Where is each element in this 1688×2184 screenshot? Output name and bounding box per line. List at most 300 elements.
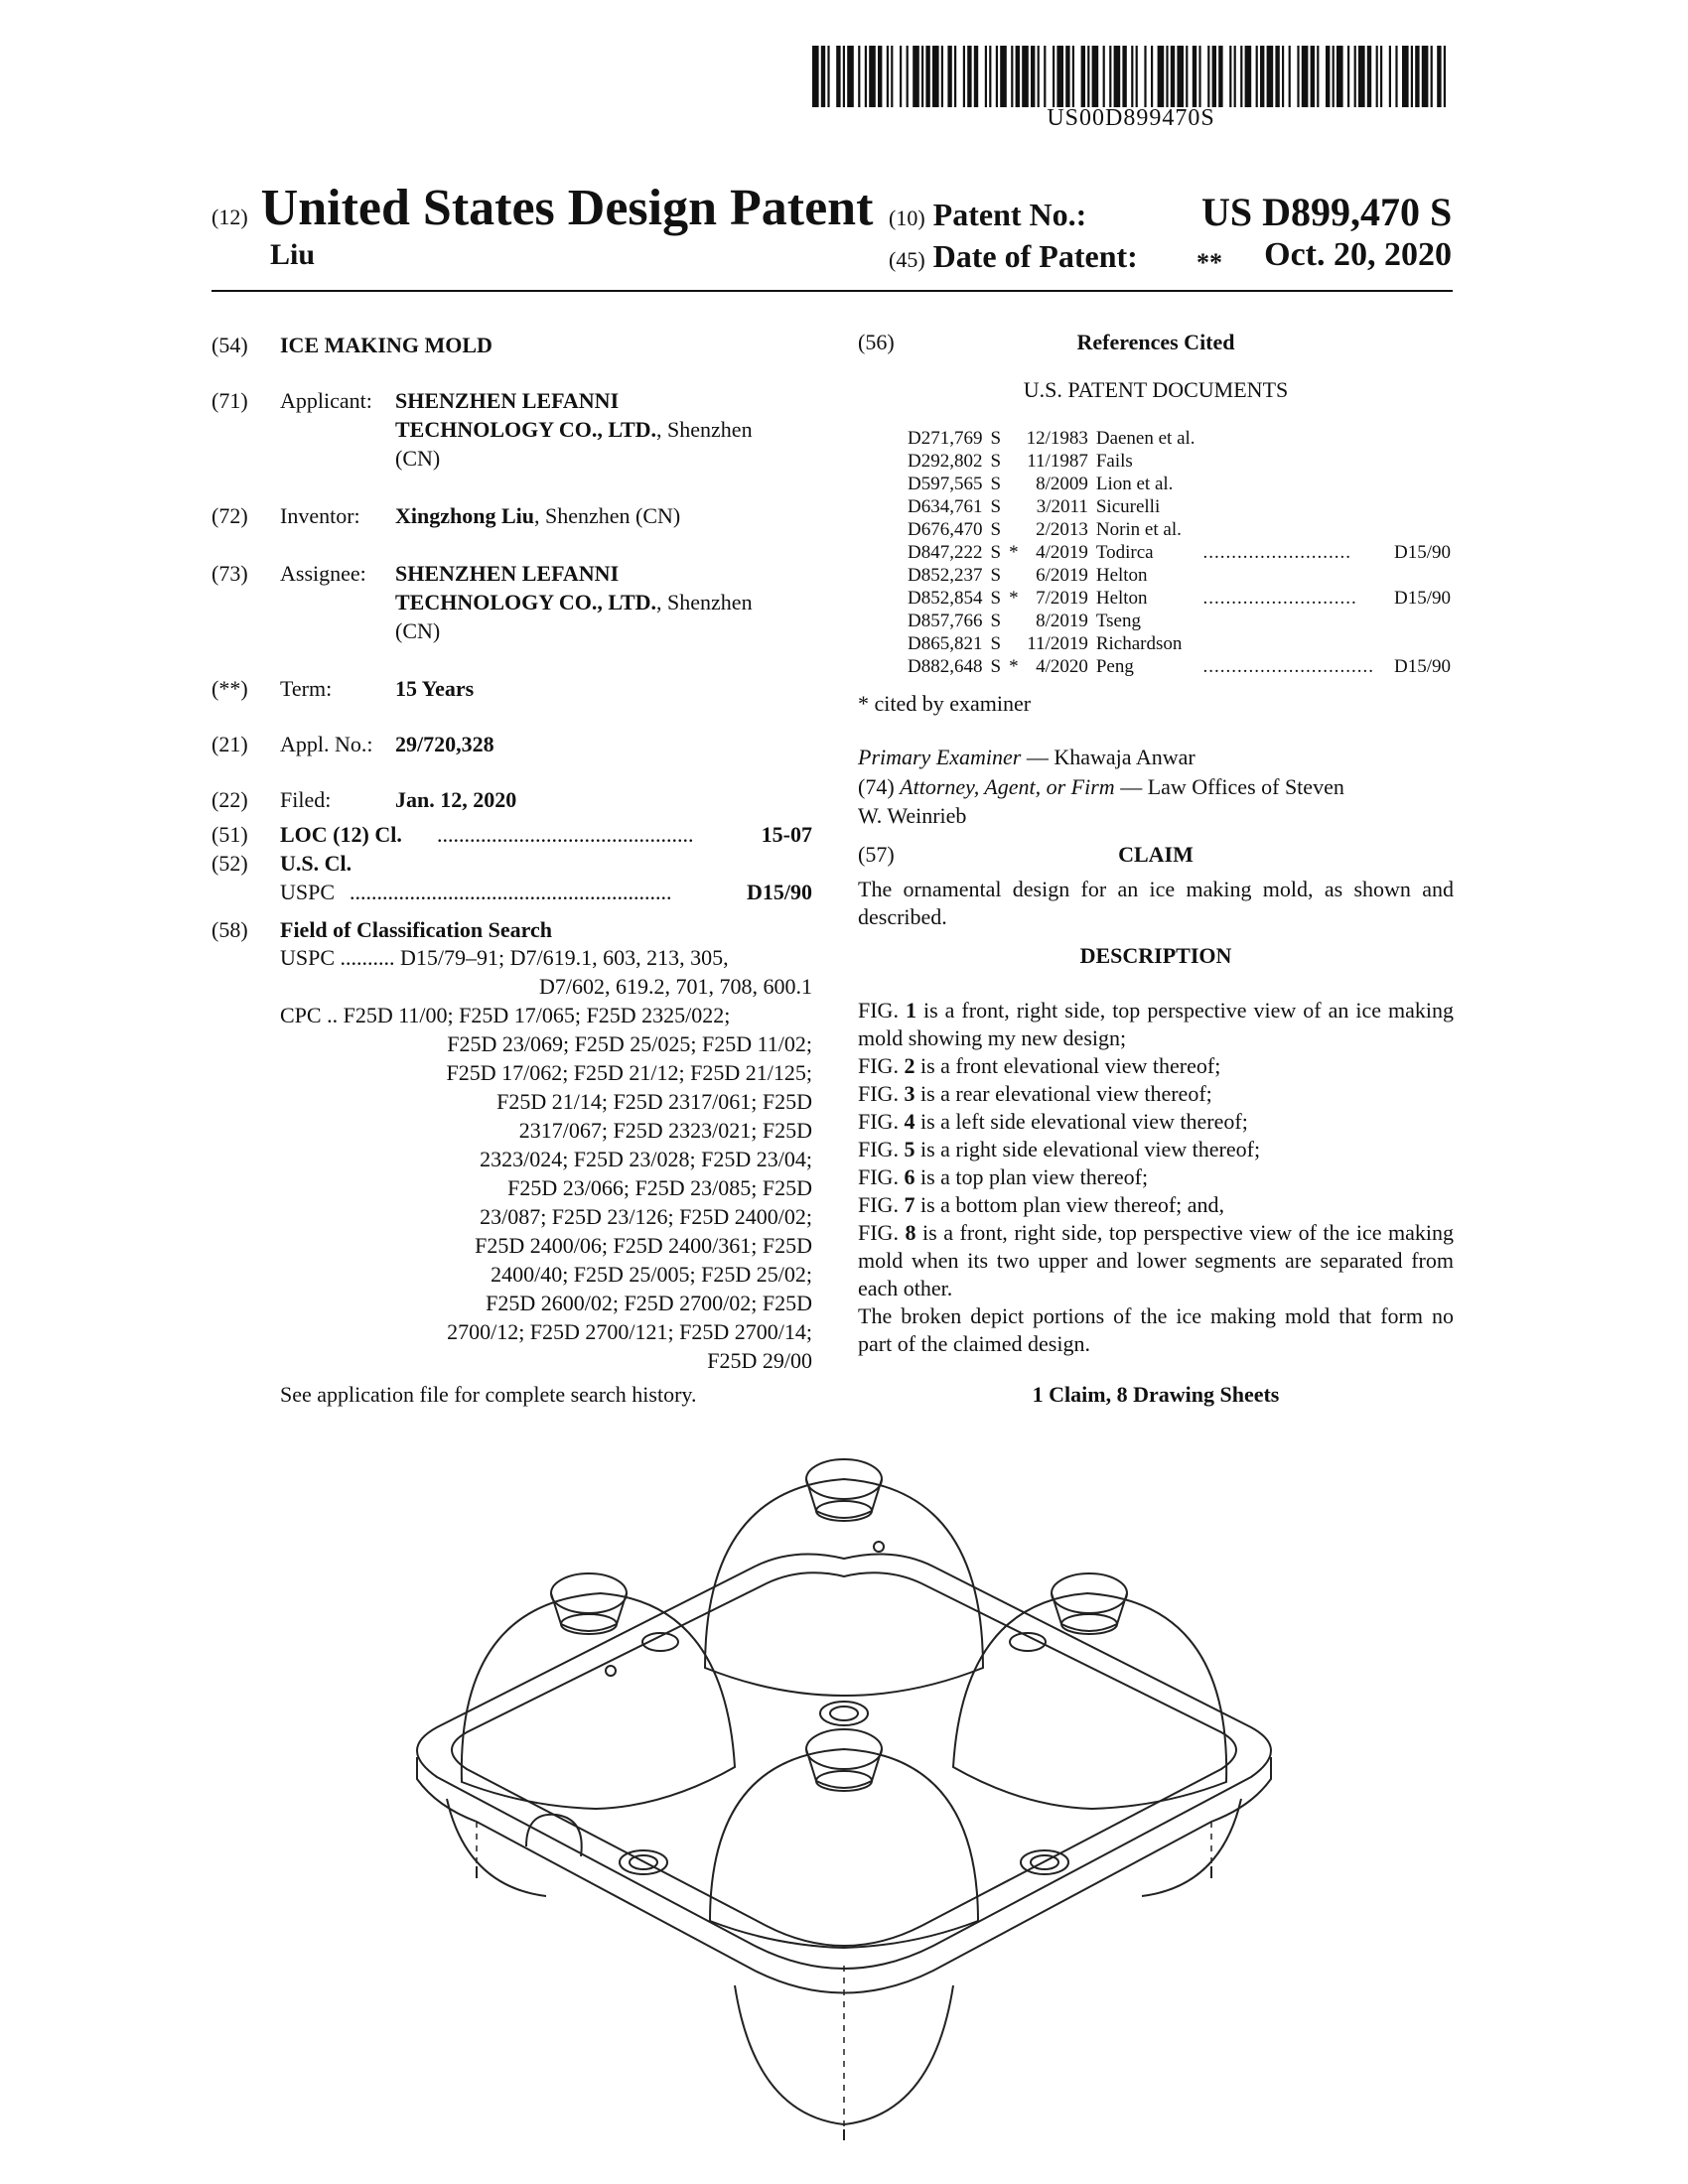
reference-row (904, 450, 1455, 473)
barcode-bar (1109, 46, 1111, 107)
fig-number: 1 (905, 998, 916, 1023)
ref-date: 11/2019 (1027, 633, 1088, 654)
barcode-bar (1376, 46, 1378, 107)
barcode-bar (843, 46, 845, 107)
barcode-bar (1103, 46, 1105, 107)
ref-dots (1199, 518, 1390, 541)
dome-back (705, 1479, 983, 1696)
barcode-bar (1422, 46, 1429, 107)
barcode-bar (1380, 46, 1382, 107)
us-cl-label: U.S. Cl. (280, 851, 352, 876)
barcode-bar (913, 46, 919, 107)
code-21: (21) (211, 732, 248, 756)
barcode-bar (954, 46, 956, 107)
barcode-bar (1038, 46, 1040, 107)
ref-class (1390, 632, 1455, 655)
applicant-city: , Shenzhen (656, 417, 753, 442)
patent-number-label-row (889, 197, 1086, 233)
reference-row (904, 564, 1455, 587)
attorney-name-2: W. Weinrieb (858, 803, 967, 828)
inventor-value (395, 501, 680, 530)
ref-kind: S (990, 451, 1002, 472)
barcode-bar (878, 46, 882, 107)
ref-star (1005, 450, 1023, 473)
ref-class (1390, 610, 1455, 632)
barcode-bar (1354, 46, 1356, 107)
code-45: (45) (889, 247, 925, 272)
ref-name: Helton (1095, 565, 1148, 586)
fig-prefix: FIG. (858, 1164, 905, 1189)
barcode-bar (1245, 46, 1252, 107)
field-search-line: 23/087; F25D 23/126; F25D 2400/02; (480, 1204, 812, 1229)
ref-name: Todirca (1095, 542, 1154, 563)
ref-date: 3/2011 (1036, 496, 1088, 517)
description-list (858, 997, 1460, 1358)
ref-kind: S (990, 656, 1002, 677)
ref-number: D271,769 (908, 428, 983, 449)
barcode-bar (1444, 46, 1446, 107)
ref-date: 8/2009 (1036, 474, 1088, 494)
code-51: (51) (211, 822, 248, 847)
barcode-bar (891, 46, 893, 107)
barcode-bar (907, 46, 909, 107)
barcode-bar (1081, 46, 1085, 107)
barcode-number: US00D899470S (1047, 105, 1215, 131)
field-search-line: F25D 2600/02; F25D 2700/02; F25D (486, 1291, 812, 1315)
field-search-line: 2317/067; F25D 2323/021; F25D (518, 1118, 812, 1143)
field-search-line: 2323/024; F25D 23/028; F25D 23/04; (480, 1147, 812, 1171)
fig-number: 6 (904, 1164, 915, 1189)
field-search-line: F25D 23/066; F25D 23/085; F25D (507, 1175, 812, 1200)
description-item (858, 1219, 1460, 1302)
header-rule (211, 290, 1453, 292)
fig-prefix: FIG. (858, 1109, 905, 1134)
barcode-bar (865, 46, 867, 107)
barcode-bar (1389, 46, 1391, 107)
barcode-bar (1186, 46, 1188, 107)
ref-kind: S (990, 611, 1002, 631)
barcode-bar (1297, 46, 1299, 107)
barcode-bar (1256, 46, 1258, 107)
ref-name: Norin et al. (1095, 519, 1182, 540)
ice-mold-drawing (377, 1430, 1311, 2144)
examiner-label: Primary Examiner (858, 745, 1022, 769)
ref-name: Peng (1095, 656, 1134, 677)
barcode-bar (1415, 46, 1419, 107)
loc-label: LOC (12) Cl. (280, 822, 402, 847)
ref-kind: S (990, 496, 1002, 517)
code-22: (22) (211, 787, 248, 812)
field-search-line: CPC .. F25D 11/00; F25D 17/065; F25D 2325/022; (280, 1003, 731, 1027)
reference-row (904, 473, 1455, 495)
barcode-bar (1395, 46, 1397, 107)
barcode-bar (1207, 46, 1209, 107)
cited-note: * cited by examiner (858, 691, 1032, 716)
description-item (858, 1136, 1454, 1163)
ref-star (1005, 564, 1023, 587)
applicant-name-1: SHENZHEN LEFANNI (395, 388, 620, 413)
ref-date: 7/2019 (1036, 588, 1088, 609)
ref-class (1390, 518, 1455, 541)
ref-kind: S (990, 428, 1002, 449)
barcode-bar (985, 46, 987, 107)
barcode-bar (1367, 46, 1371, 107)
barcode-bar (821, 46, 825, 107)
barcode-bar (989, 46, 991, 107)
barcode-bar (1151, 46, 1153, 107)
ref-name: Fails (1095, 451, 1133, 472)
ref-kind: S (990, 542, 1002, 563)
fig-prefix: FIG. (858, 1081, 905, 1106)
filed-label: Filed: (280, 787, 332, 812)
claim-text: The ornamental design for an ice making mold, as shown and described. (858, 877, 1454, 929)
barcode-bar (1044, 46, 1046, 107)
barcode-bar (869, 46, 876, 107)
field-search-line: F25D 2400/06; F25D 2400/361; F25D (475, 1233, 812, 1258)
code-term: (**) (211, 676, 248, 701)
reference-row (904, 427, 1455, 450)
ref-kind: S (990, 519, 1002, 540)
barcode-bar (1065, 46, 1069, 107)
invention-title: ICE MAKING MOLD (280, 333, 492, 357)
ref-star (1005, 495, 1023, 518)
ref-number: D634,761 (908, 496, 983, 517)
inventor-label: Inventor: (280, 503, 360, 528)
code-57: (57) (858, 842, 895, 867)
fig-text: is a front elevational view thereof; (914, 1053, 1221, 1078)
barcode-bar (900, 46, 902, 107)
title-text: United States Design Patent (260, 180, 874, 236)
barcode-bar (1411, 46, 1413, 107)
description-item (858, 1052, 1454, 1080)
fig-number: 2 (904, 1053, 915, 1078)
barcode-bar (1326, 46, 1330, 107)
applicant-country: (CN) (395, 446, 441, 471)
field-search-line: F25D 23/069; F25D 25/025; F25D 11/02; (447, 1031, 812, 1056)
ref-number: D852,854 (908, 588, 983, 609)
ref-class: D15/90 (1394, 656, 1451, 677)
code-56: (56) (858, 330, 895, 354)
fig-prefix: FIG. (858, 1192, 905, 1217)
loc-dots: ............................................... (437, 822, 694, 847)
reference-row (904, 495, 1455, 518)
dome-right (953, 1593, 1226, 1809)
examiner-name: — Khawaja Anwar (1026, 745, 1196, 769)
header-inventor: Liu (270, 238, 316, 271)
barcode-bar (887, 46, 889, 107)
barcode-bar (1193, 46, 1196, 107)
applicant-label: Applicant: (280, 388, 372, 413)
assignee-name-1: SHENZHEN LEFANNI (395, 561, 620, 586)
barcode-bar (1431, 46, 1433, 107)
description-item (858, 1191, 1454, 1219)
barcode-bar (1333, 46, 1335, 107)
fig-number: 7 (904, 1192, 915, 1217)
fig-prefix: FIG. (858, 1220, 906, 1245)
barcode-bar (812, 46, 819, 107)
barcode-bar (1234, 46, 1236, 107)
description-item (858, 997, 1460, 1052)
fig-number: 5 (904, 1137, 915, 1161)
uspc-dots: ........................................................... (350, 880, 672, 904)
ref-dots (1199, 473, 1390, 495)
barcode-bar (1267, 46, 1274, 107)
patent-date: Oct. 20, 2020 (1264, 236, 1452, 273)
barcode-bar (996, 46, 998, 107)
broken-lines-note: The broken depict portions of the ice making mold that form no part of the claimed design. (858, 1303, 1454, 1356)
barcode-bar (1358, 46, 1365, 107)
ref-dots: ........................... (1202, 588, 1357, 609)
filed-value: Jan. 12, 2020 (395, 787, 517, 812)
reference-row (904, 587, 1455, 610)
ref-dots: .......................... (1202, 542, 1352, 563)
field-search-label: Field of Classification Search (280, 917, 552, 942)
code-54: (54) (211, 333, 248, 357)
code-12: (12) (211, 205, 248, 229)
fig-text: is a top plan view thereof; (914, 1164, 1149, 1189)
ref-date: 12/1983 (1026, 428, 1088, 449)
ref-kind: S (990, 633, 1002, 654)
date-marker: ** (1196, 248, 1222, 277)
field-search-line: F25D 21/14; F25D 2317/061; F25D (496, 1089, 812, 1114)
ref-dots (1199, 450, 1390, 473)
reference-row (904, 518, 1455, 541)
fig-text: is a front, right side, top perspective view of an ice making mold showing my new design; (858, 998, 1460, 1050)
code-58: (58) (211, 917, 248, 942)
fig-prefix: FIG. (858, 998, 906, 1023)
ref-name: Richardson (1095, 633, 1183, 654)
description-item (858, 1108, 1454, 1136)
fig-number: 8 (905, 1220, 916, 1245)
ref-number: D857,766 (908, 611, 983, 631)
barcode-bar (1311, 46, 1315, 107)
ref-class: D15/90 (1394, 588, 1451, 609)
ref-name: Daenen et al. (1095, 428, 1196, 449)
barcode-bar (1000, 46, 1007, 107)
reference-row (904, 655, 1455, 678)
field-search-line: F25D 29/00 (707, 1348, 812, 1373)
attorney-label: Attorney, Agent, or Firm (900, 774, 1115, 799)
inventor-name: Xingzhong Liu (395, 503, 534, 528)
description-title: DESCRIPTION (1079, 943, 1232, 968)
reference-row (904, 541, 1455, 564)
barcode-bar (1317, 46, 1319, 107)
barcode-bar (925, 46, 929, 107)
fig-text: is a right side elevational view thereof; (914, 1137, 1261, 1161)
assignee-label: Assignee: (280, 561, 366, 586)
search-history-note: See application file for complete search history. (280, 1382, 697, 1407)
dome-left (462, 1593, 735, 1809)
patent-number: US D899,470 S (1201, 190, 1453, 234)
ref-name: Sicurelli (1095, 496, 1161, 517)
barcode-bar (1031, 46, 1035, 107)
loc-value: 15-07 (761, 822, 812, 847)
ref-class: D15/90 (1394, 542, 1451, 563)
ref-dots (1199, 564, 1390, 587)
barcode-bar (1260, 46, 1264, 107)
barcode-bar (1275, 46, 1279, 107)
barcode-bar (1171, 46, 1175, 107)
patent-barcode (812, 46, 1450, 107)
appl-value: 29/720,328 (395, 732, 494, 756)
ref-date: 8/2019 (1036, 611, 1088, 631)
date-label-row (889, 238, 1138, 275)
barcode-bar (947, 46, 951, 107)
field-search-line: 2700/12; F25D 2700/121; F25D 2700/14; (447, 1319, 812, 1344)
claim-title: CLAIM (1118, 842, 1194, 867)
code-73: (73) (211, 561, 248, 586)
assignee-country: (CN) (395, 618, 441, 643)
code-52: (52) (211, 851, 248, 876)
examiner-line (858, 743, 1196, 771)
ref-kind: S (990, 474, 1002, 494)
barcode-bar (1282, 46, 1284, 107)
ref-kind: S (990, 565, 1002, 586)
ref-dots (1199, 495, 1390, 518)
fig-number: 4 (904, 1109, 915, 1134)
ref-star (1005, 632, 1023, 655)
barcode-bar (1131, 46, 1133, 107)
fig-prefix: FIG. (858, 1053, 905, 1078)
barcode-bar (1158, 46, 1165, 107)
barcode-bar (1087, 46, 1089, 107)
dome-back-vent (874, 1542, 884, 1552)
barcode-bar (1212, 46, 1216, 107)
barcode-bar (974, 46, 978, 107)
field-search-line: 2400/40; F25D 25/005; F25D 25/02; (491, 1262, 812, 1287)
tray-lower-edge (417, 1757, 1271, 1993)
ref-class (1390, 473, 1455, 495)
barcode-bar (847, 46, 854, 107)
barcode-bar (1218, 46, 1222, 107)
date-label: Date of Patent: (932, 238, 1138, 274)
ref-date: 6/2019 (1036, 565, 1088, 586)
field-search-lines (280, 943, 812, 1375)
patent-type-title (211, 179, 873, 237)
barcode-bar (1114, 46, 1121, 107)
ref-date: 4/2020 (1036, 656, 1088, 677)
ref-date: 11/1987 (1027, 451, 1088, 472)
barcode-bar (1166, 46, 1168, 107)
ref-number: D292,802 (908, 451, 983, 472)
fig-text: is a front, right side, top perspective view of the ice making mold when its two upper and lower segments are separated from each other. (858, 1220, 1460, 1300)
attorney-line (858, 772, 1454, 830)
ref-dots (1199, 632, 1390, 655)
boss-center-inner (830, 1706, 858, 1720)
broken-lines (477, 1822, 1211, 2134)
ref-dots: .............................. (1202, 656, 1375, 677)
field-search-line: USPC .......... D15/79–91; D7/619.1, 603, 213, 305, (280, 945, 729, 970)
references-title: References Cited (1076, 330, 1235, 354)
field-search-line: D7/602, 619.2, 701, 708, 600.1 (539, 974, 812, 999)
ref-star: * (1009, 588, 1019, 609)
applicant-name-2: TECHNOLOGY CO., LTD. (395, 417, 657, 442)
ref-name: Tseng (1095, 611, 1141, 631)
patent-no-label: Patent No.: (932, 197, 1087, 232)
ref-dots (1199, 427, 1390, 450)
inventor-location: , Shenzhen (CN) (534, 503, 681, 528)
ref-star (1005, 518, 1023, 541)
barcode-bar (1289, 46, 1291, 107)
claims-sheets: 1 Claim, 8 Drawing Sheets (1032, 1382, 1280, 1407)
assignee-city: , Shenzhen (656, 590, 753, 614)
tray-outer-rim (417, 1555, 1271, 1970)
ref-star: * (1009, 542, 1019, 563)
assignee-name-2: TECHNOLOGY CO., LTD. (395, 590, 657, 614)
fig-number: 3 (904, 1081, 915, 1106)
ref-star (1005, 473, 1023, 495)
barcode-bar (1136, 46, 1138, 107)
ref-number: D597,565 (908, 474, 983, 494)
barcode-bar (1437, 46, 1441, 107)
ref-number: D882,648 (908, 656, 983, 677)
uspc-label: USPC (280, 880, 336, 904)
ref-star: * (1009, 656, 1019, 677)
code-74: (74) (858, 774, 895, 799)
code-10: (10) (889, 205, 925, 230)
barcode-bar (1011, 46, 1013, 107)
dome-left-lower (447, 1799, 546, 1896)
barcode-bar (967, 46, 971, 107)
barcode-bar (1056, 46, 1063, 107)
barcode-bar (1347, 46, 1349, 107)
barcode-bar (963, 46, 965, 107)
ref-class (1390, 564, 1455, 587)
barcode-bar (1122, 46, 1126, 107)
barcode-bar (941, 46, 943, 107)
fig-text: is a bottom plan view thereof; and, (914, 1192, 1225, 1217)
description-item (858, 1163, 1454, 1191)
barcode-bar (858, 46, 860, 107)
reference-row (904, 632, 1455, 655)
references-table (904, 427, 1455, 678)
ref-number: D865,821 (908, 633, 983, 654)
ref-date: 4/2019 (1036, 542, 1088, 563)
barcode-bar (1336, 46, 1343, 107)
ref-kind: S (990, 588, 1002, 609)
attorney-name: — Law Offices of Steven (1120, 774, 1344, 799)
barcode-bar (932, 46, 939, 107)
ref-star (1005, 610, 1023, 632)
fig-prefix: FIG. (858, 1137, 905, 1161)
dome-left-vent (606, 1666, 616, 1676)
code-72: (72) (211, 503, 248, 528)
barcode-bar (1177, 46, 1184, 107)
fig-text: is a left side elevational view thereof; (914, 1109, 1248, 1134)
barcode-bar (1402, 46, 1409, 107)
fig-text: is a rear elevational view thereof; (914, 1081, 1212, 1106)
ref-number: D847,222 (908, 542, 983, 563)
barcode-bar (1240, 46, 1242, 107)
ref-dots (1199, 610, 1390, 632)
barcode-bar (836, 46, 840, 107)
field-search-line: F25D 17/062; F25D 21/12; F25D 21/125; (446, 1060, 812, 1085)
description-item (858, 1080, 1454, 1108)
references-table-wrap (904, 427, 1455, 678)
references-subtitle: U.S. PATENT DOCUMENTS (1023, 377, 1289, 402)
boss-center (820, 1702, 868, 1725)
field-54 (211, 331, 248, 359)
barcode-bar (1016, 46, 1020, 107)
barcode-bar (1092, 46, 1099, 107)
ref-class (1390, 450, 1455, 473)
dome-left-cap (551, 1573, 627, 1613)
ref-number: D676,470 (908, 519, 983, 540)
barcode-bar (1022, 46, 1029, 107)
ref-number: D852,237 (908, 565, 983, 586)
term-label: Term: (280, 676, 333, 701)
uspc-value: D15/90 (747, 880, 812, 904)
